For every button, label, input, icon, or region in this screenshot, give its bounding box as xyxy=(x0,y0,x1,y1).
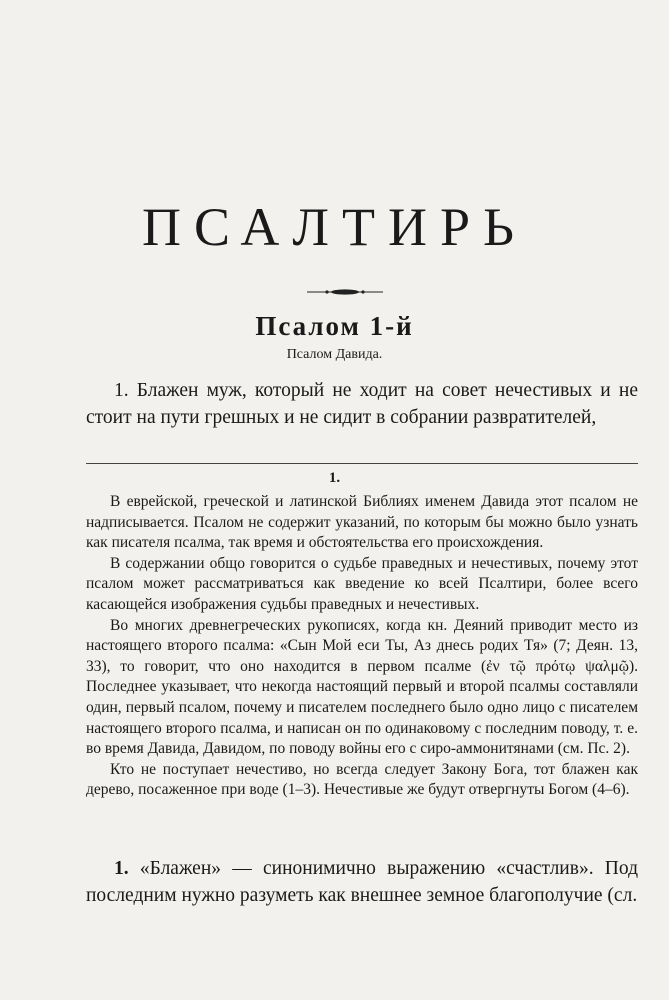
note-text: «Блажен» — синонимично выражению «счастлив». Под последним нужно разуметь как внешнее земное благополучие (сл. xyxy=(86,858,639,906)
commentary-paragraph: В еврейской, греческой и латинской Библиях именем Давида этот псалом не надписывается. Псалом не содержит указаний, по которым бы можно было узнать как писателя псалма, так время и обстоятельства его происхождения. xyxy=(86,493,638,552)
commentary xyxy=(86,492,638,801)
note-1 xyxy=(86,855,638,909)
psalm-subtitle: Псалом Давида. xyxy=(286,347,383,362)
commentary-number: 1. xyxy=(328,470,341,486)
book-title: ПСАЛТИРЬ xyxy=(142,197,527,257)
verse-1: 1. Блажен муж, который не ходит на совет нечестивых и не стоит на пути грешных и не сидит в собрании развратителей, xyxy=(86,380,638,428)
ornament-divider xyxy=(305,284,385,300)
note-number: 1. xyxy=(114,858,129,879)
divider-rule xyxy=(86,463,638,464)
psalm-title: Псалом 1-й xyxy=(255,311,414,341)
commentary-paragraph: В содержании общо говорится о судьбе праведных и нечестивых, почему этот псалом может рассматриваться как введение ко всей Псалтири, более всего касающейся изображения судьбы праведных и нечестивых. xyxy=(86,554,638,613)
commentary-paragraph: Кто не поступает нечестиво, но всегда следует Закону Бога, тот блажен как дерево, посаженное при воде (1–3). Нечестивые же будут отвергнуты Богом (4–6). xyxy=(86,760,638,799)
commentary-paragraph: Во многих древнегреческих рукописях, когда кн. Деяний приводит место из настоящего второго псалма: «Сын Мой еси Ты, Аз днесь родих Тя» (7; Деян. 13, 33), то говорит, что оно находится в первом псалме (ἐν τῷ πρότῳ ψαλμῷ). Последнее указывает, что некогда настоящий первый и второй псалмы составляли один, первый псалом, почему и писателем последнего было одно лицо с писателем настоящего второго псалма, и написан он по одинаковому с последним поводу, т. е. во время Давида, Давидом, по поводу войны его с сиро-аммонитянами (см. Пс. 2). xyxy=(86,616,638,758)
